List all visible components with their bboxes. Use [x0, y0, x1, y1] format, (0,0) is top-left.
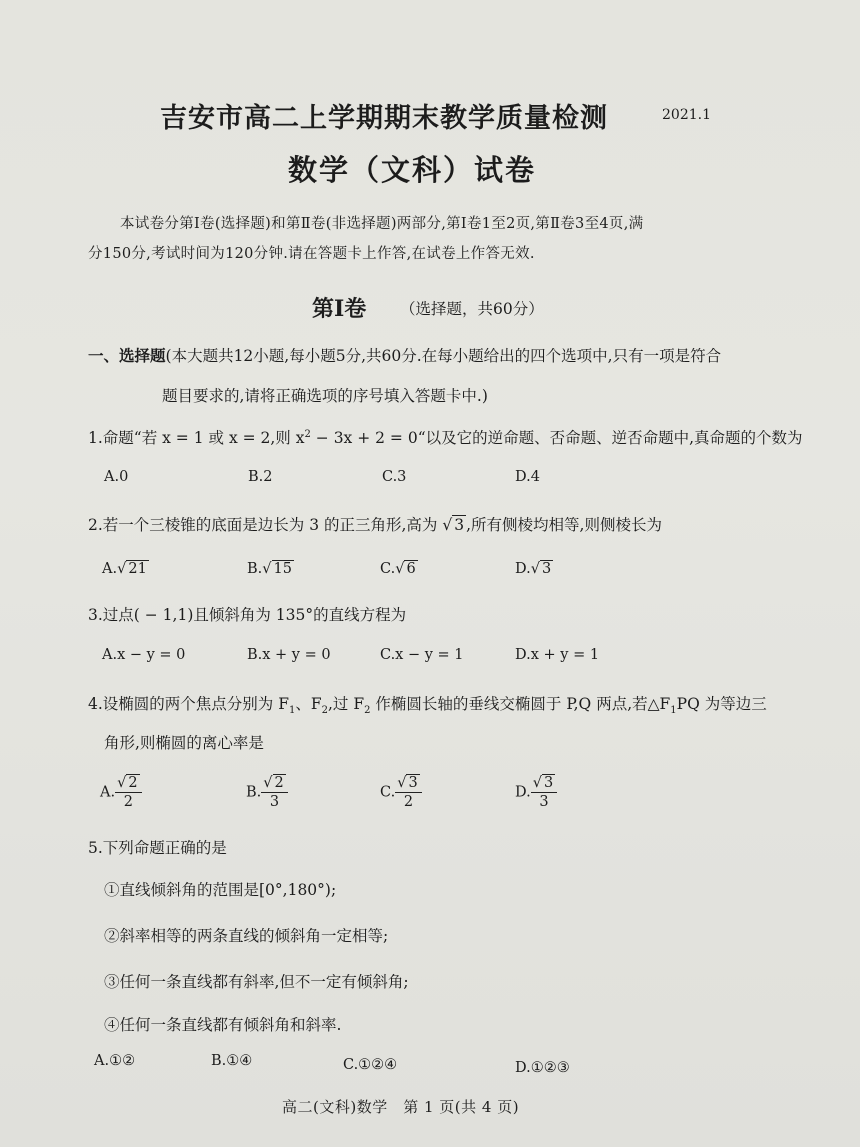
exam-date: 2021.1 — [662, 107, 711, 123]
question-4-option-b: B. $\frac{√ 2}{3}$ — [246, 774, 288, 811]
question-5-item-2: ②斜率相等的两条直线的倾斜角一定相等; — [104, 927, 389, 945]
question-1-option-a: A.0 — [104, 469, 129, 485]
sqrt-value: 3 — [454, 516, 465, 534]
question-3-option-d: D.x + y = 1 — [515, 647, 600, 663]
part-label: 一、选择题 — [88, 346, 166, 365]
question-4-option-a: A. $\frac{√ 2}{2}$ — [100, 774, 142, 811]
question-5-item-1: ①直线倾斜角的范围是[0°,180°); — [104, 881, 337, 899]
question-2-option-b: B.√ 15 — [247, 561, 292, 577]
question-5-option-b: B.①④ — [211, 1053, 253, 1069]
question-1-option-b: B.2 — [248, 469, 273, 485]
question-5-stem: 5.下列命题正确的是 — [88, 839, 227, 857]
question-2-option-d: D.√ 3 — [515, 561, 552, 577]
question-2-option-a: A.√ 21 — [102, 561, 147, 577]
part-desc-2: 题目要求的,请将正确选项的序号填入答题卡中.) — [162, 387, 488, 405]
question-2-option-c: C.√ 6 — [380, 561, 416, 577]
part-heading — [88, 344, 721, 366]
question-1-option-d: D.4 — [515, 469, 540, 485]
question-2-stem: 2.若一个三棱锥的底面是边长为 3 的正三角形,高为 √ 3 ,所有侧棱均相等,则侧棱长为 — [88, 516, 662, 534]
question-5-item-3: ③任何一条直线都有斜率,但不一定有倾斜角; — [104, 973, 409, 991]
question-5-option-d: D.①②③ — [515, 1060, 570, 1076]
section-note: （选择题，共60分） — [400, 300, 544, 318]
question-5-option-c: C.①②④ — [343, 1057, 398, 1073]
question-3-option-a: A.x − y = 0 — [102, 647, 186, 663]
exam-subtitle: 数学（文科）试卷 — [288, 153, 537, 187]
question-1-option-c: C.3 — [382, 469, 407, 485]
question-4-stem-line-2: 角形,则椭圆的离心率是 — [104, 734, 264, 752]
intro-line-1: 本试卷分第Ⅰ卷(选择题)和第Ⅱ卷(非选择题)两部分,第Ⅰ卷1至2页,第Ⅱ卷3至4页,满 — [120, 216, 644, 232]
part-desc-1: (本大题共12小题,每小题5分,共60分.在每小题给出的四个选项中,只有一项是符合 — [165, 347, 722, 365]
question-4-option-d: D. $\frac{√ 3}{3}$ — [515, 774, 557, 811]
question-3-option-c: C.x − y = 1 — [380, 647, 464, 663]
question-3-stem: 3.过点( − 1,1)且倾斜角为 135°的直线方程为 — [88, 606, 407, 624]
question-3-option-b: B.x + y = 0 — [247, 647, 331, 663]
question-5-option-a: A.①② — [94, 1053, 136, 1069]
intro-line-2: 分150分,考试时间为120分钟.请在答题卡上作答,在试卷上作答无效. — [88, 246, 535, 262]
page-footer: 高二(文科)数学 第 1 页(共 4 页) — [282, 1098, 520, 1116]
question-4-option-c: C. $\frac{√ 3}{2}$ — [380, 774, 422, 811]
question-5-item-4: ④任何一条直线都有倾斜角和斜率. — [104, 1016, 342, 1034]
section-title: 第Ⅰ卷 — [312, 296, 367, 322]
exam-title: 吉安市高二上学期期末教学质量检测 — [160, 103, 608, 134]
question-1-stem: 1.命题“若 x = 1 或 x = 2,则 $x^2 - 3x + 2$ = 0“以及它的逆命题、否命题、逆否命题中,真命题的个数为 — [88, 428, 803, 447]
question-4-stem: 4.设椭圆的两个焦点分别为 $F_1$、$F_2$,过 $F_2$ 作椭圆长轴的垂线交椭圆于 P,Q 两点,若$\triangle F_1PQ$ 为等边三 — [88, 695, 767, 717]
